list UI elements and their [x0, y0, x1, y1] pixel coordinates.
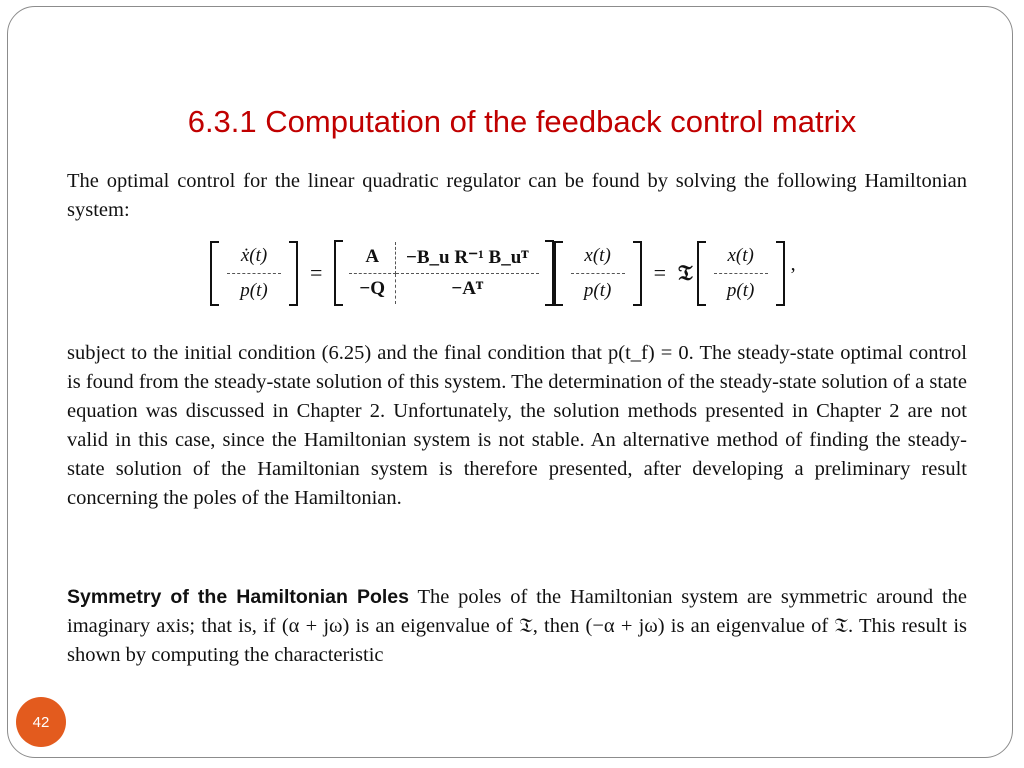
- block-matrix: [334, 240, 553, 306]
- state-top: x(t): [727, 244, 754, 266]
- lhs-bottom: p(t): [240, 279, 268, 301]
- slide-title: 6.3.1 Computation of the feedback control matrix: [187, 104, 857, 139]
- lhs-vector: [210, 241, 298, 306]
- matrix-a-transpose: −Aᵀ: [451, 278, 484, 299]
- body-paragraph: subject to the initial condition (6.25) and the final condition that p(t_f) = 0. The steady-state optimal control is found from the steady-state solution of this system. The determination of the steady-state solution of a state equation was discussed in Chapter 2. Unfortunately, the solution methods presented in Chapter 2 are not valid in this case, since the Hamiltonian system is not stable. An alternative method of finding the steady-state solution of the Hamiltonian system is therefore presented, after developing a preliminary result concerning the poles of the Hamiltonian.: [67, 342, 967, 509]
- equation-comma: ,: [790, 253, 796, 275]
- hamiltonian-equation: [210, 240, 796, 306]
- symmetry-heading: Symmetry of the Hamiltonian Poles: [67, 586, 409, 608]
- matrix-b-term: −B_u R⁻¹ B_uᵀ: [396, 242, 539, 274]
- lhs-top: ẋ(t): [240, 244, 268, 266]
- matrix-a: A: [349, 242, 396, 274]
- page-number-badge: 42: [16, 697, 66, 747]
- symmetry-text: The poles of the Hamiltonian system are symmetric around the imaginary axis; that is, if (α + jω) is an eigenvalue of 𝔗, then (−α + jω) is an eigenvalue of 𝔗. This result is shown by computing the characteristic: [67, 586, 967, 666]
- rhs-vector: [554, 241, 642, 306]
- state-bottom: p(t): [726, 279, 755, 301]
- rhs-bottom: p(t): [583, 279, 612, 301]
- symmetry-paragraph: [67, 583, 967, 670]
- rhs-top: x(t): [584, 244, 611, 266]
- state-vector: [697, 241, 785, 306]
- intro-paragraph: The optimal control for the linear quadratic regulator can be found by solving the following Hamiltonian system:: [67, 170, 967, 221]
- equals-sign-2: =: [653, 260, 667, 285]
- hamiltonian-symbol: 𝔗: [678, 260, 693, 285]
- equals-sign: =: [310, 260, 323, 285]
- matrix-q: −Q: [349, 274, 396, 304]
